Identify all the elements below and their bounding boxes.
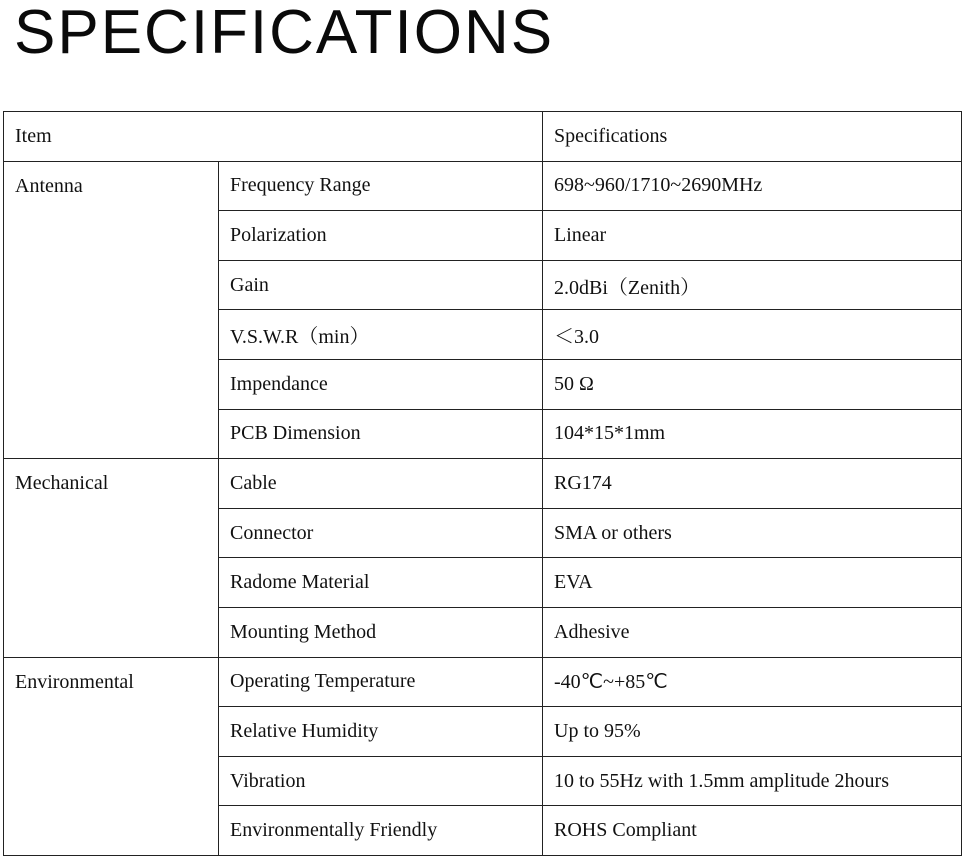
param-cell: Gain [219, 260, 543, 310]
param-cell: Polarization [219, 211, 543, 261]
value-cell: Adhesive [543, 607, 962, 657]
value-cell: Up to 95% [543, 707, 962, 757]
param-cell: Connector [219, 508, 543, 558]
table-row [4, 161, 962, 211]
group-mechanical: Mechanical [4, 459, 219, 657]
table-row [4, 459, 962, 509]
value-cell: 698~960/1710~2690MHz [543, 161, 962, 211]
param-cell: Frequency Range [219, 161, 543, 211]
group-environmental: Environmental [4, 657, 219, 855]
param-cell: Relative Humidity [219, 707, 543, 757]
value-cell: SMA or others [543, 508, 962, 558]
header-specifications: Specifications [543, 112, 962, 162]
specifications-table [3, 111, 962, 856]
param-cell: Vibration [219, 756, 543, 806]
header-item: Item [4, 112, 543, 162]
value-cell: -40℃~+85℃ [543, 657, 962, 707]
value-cell: 2.0dBi（Zenith） [543, 260, 962, 310]
param-cell: Cable [219, 459, 543, 509]
value-cell: ＜3.0 [543, 310, 962, 360]
param-cell: Environmentally Friendly [219, 806, 543, 856]
param-cell: Impendance [219, 359, 543, 409]
value-cell: 50 Ω [543, 359, 962, 409]
value-cell: RG174 [543, 459, 962, 509]
value-cell: 104*15*1mm [543, 409, 962, 459]
param-cell: Operating Temperature [219, 657, 543, 707]
value-cell: EVA [543, 558, 962, 608]
param-cell: V.S.W.R（min） [219, 310, 543, 360]
table-row [4, 657, 962, 707]
group-antenna: Antenna [4, 161, 219, 459]
value-cell: 10 to 55Hz with 1.5mm amplitude 2hours [543, 756, 962, 806]
param-cell: Mounting Method [219, 607, 543, 657]
value-cell: Linear [543, 211, 962, 261]
param-cell: Radome Material [219, 558, 543, 608]
table-header-row [4, 112, 962, 162]
page-title: SPECIFICATIONS [14, 0, 555, 67]
value-cell: ROHS Compliant [543, 806, 962, 856]
param-cell: PCB Dimension [219, 409, 543, 459]
